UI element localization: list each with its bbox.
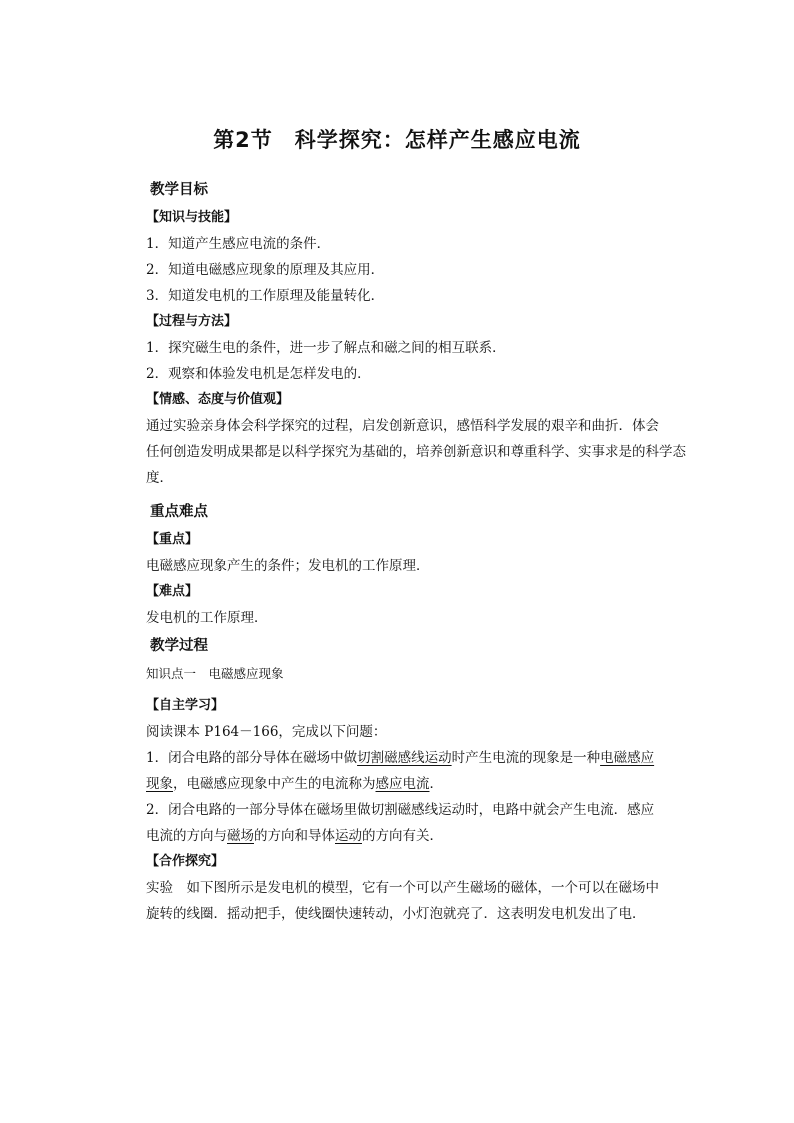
q1-blank-answer: 电磁感应	[600, 750, 655, 766]
question-1-line	[146, 745, 676, 771]
reading-instruction: 阅读课本 P164－166，完成以下问题：	[146, 724, 387, 740]
process-heading: 教学过程	[150, 638, 208, 654]
q2-text: 的方向和导体	[254, 828, 335, 844]
cooperative-inquiry-label: 【合作探究】	[146, 854, 225, 869]
difficulty-text: 发电机的工作原理．	[146, 610, 268, 626]
q2-blank-answer: 运动	[335, 828, 362, 844]
objectives-heading: 教学目标	[150, 182, 208, 198]
q1-text: ．	[429, 776, 443, 792]
question-1-line	[146, 771, 676, 797]
q2-text: 电流的方向与	[146, 828, 227, 844]
question-2-line: 2．闭合电路的一部分导体在磁场里做切割磁感线运动时，电路中就会产生电流．感应	[146, 802, 655, 818]
q1-text: ，电磁感应现象中产生的电流称为	[173, 776, 376, 792]
emotion-paragraph-line: 通过实验亲身体会科学探究的过程，启发创新意识，感悟科学发展的艰辛和曲折．体会	[146, 418, 659, 434]
knowledge-item: 3．知道发电机的工作原理及能量转化．	[146, 288, 385, 304]
q1-text: 1．闭合电路的部分导体在磁场中做	[146, 750, 358, 766]
q1-blank-answer: 切割磁感线运动	[357, 750, 452, 766]
emotion-values-label: 【情感、态度与价值观】	[146, 392, 290, 407]
page-title: 第2节 科学探究：怎样产生感应电流	[213, 128, 581, 152]
process-item: 2．观察和体验发电机是怎样发电的．	[146, 366, 371, 382]
q2-blank-answer: 磁场	[227, 828, 254, 844]
q2-text: 的方向有关．	[362, 828, 443, 844]
q1-blank-answer: 感应电流	[375, 776, 430, 792]
q1-text: 时产生电流的现象是一种	[451, 750, 601, 766]
knowledge-item: 2．知道电磁感应现象的原理及其应用．	[146, 262, 385, 278]
question-2-line	[146, 823, 676, 849]
lesson-content	[146, 175, 686, 927]
experiment-line: 旋转的线圈．摇动把手，使线圈快速转动，小灯泡就亮了．这表明发电机发出了电．	[146, 906, 646, 922]
knowledge-skills-label: 【知识与技能】	[146, 210, 238, 225]
emotion-paragraph-line: 度．	[146, 470, 173, 486]
process-item: 1．探究磁生电的条件，进一步了解点和磁之间的相互联系．	[146, 340, 506, 356]
knowledge-item: 1．知道产生感应电流的条件．	[146, 236, 331, 252]
focus-label: 【重点】	[146, 532, 199, 547]
keypoints-heading: 重点难点	[150, 504, 208, 520]
knowledge-point-title: 知识点一 电磁感应现象	[146, 666, 284, 681]
experiment-line: 实验 如下图所示是发电机的模型，它有一个可以产生磁场的磁体，一个可以在磁场中	[146, 880, 659, 896]
process-method-label: 【过程与方法】	[146, 314, 238, 329]
emotion-paragraph-line: 任何创造发明成果都是以科学探究为基础的，培养创新意识和尊重科学、实事求是的科学态	[146, 444, 686, 460]
self-study-label: 【自主学习】	[146, 698, 225, 713]
q1-blank-answer: 现象	[146, 776, 173, 792]
difficulty-label: 【难点】	[146, 584, 199, 599]
focus-text: 电磁感应现象产生的条件；发电机的工作原理．	[146, 558, 430, 574]
